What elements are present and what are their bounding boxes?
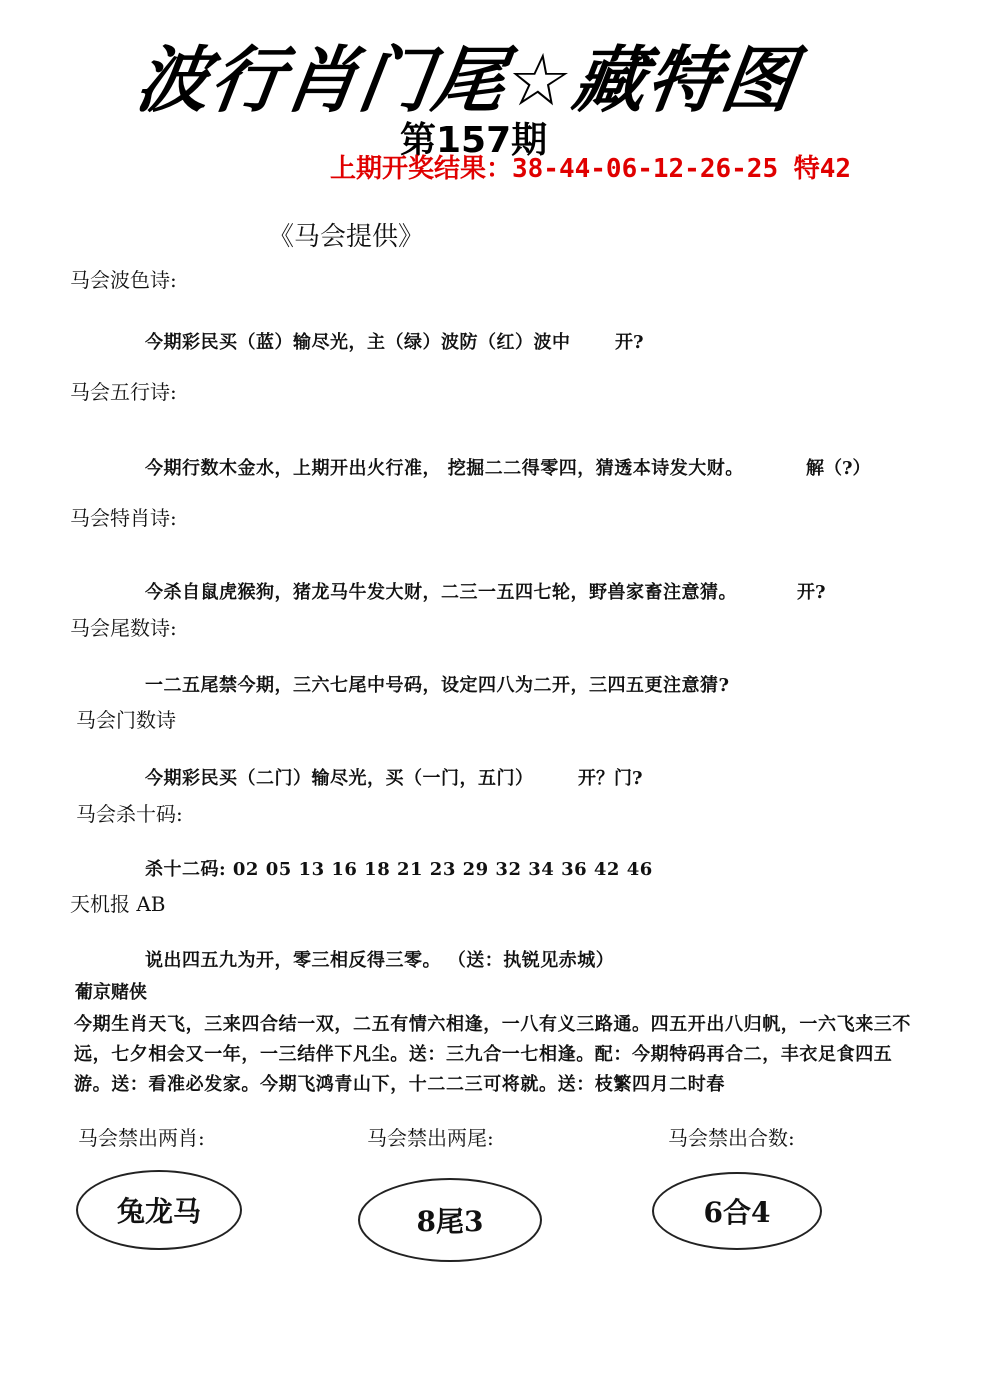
ban-zodiac-ellipse	[76, 1170, 242, 1250]
section-text-five-elements: 今期行数木金水，上期开出火行准， 挖掘二二得零四，猜透本诗发大财。	[145, 458, 744, 479]
section-hint-wave-color: 开?	[615, 332, 644, 353]
page-title: 波行肖门尾☆藏特图	[131, 38, 802, 122]
section-hint-five-elements: 解（?）	[806, 458, 871, 479]
poker-title: 葡京赌侠	[75, 982, 147, 1003]
section-heading-door-number: 马会门数诗	[76, 708, 176, 732]
ban-sum-label: 马会禁出合数:	[668, 1126, 795, 1150]
ban-sum-value: 6合4	[703, 1196, 771, 1229]
section-text-kill-numbers: 杀十二码: 02 05 13 16 18 21 23 29 32 34 36 42 46	[145, 859, 653, 880]
issue-number: 第157期	[400, 120, 548, 161]
ban-zodiac-label: 马会禁出两肖:	[78, 1126, 205, 1150]
ban-tail-label: 马会禁出两尾:	[367, 1126, 494, 1150]
poker-text: 今期生肖天飞，三来四合结一双，二五有情六相逢，一八有义三路通。四五开出八归帆，一六飞来三不远，七夕相会又一年，一三结伴下凡尘。送：三九合一七相逢。配：今期特码再合二，丰衣足食四五游。送：看准必发家。今期飞鸿青山下，十二二三可将就。送：枝繁四月二时春	[74, 1014, 911, 1095]
section-text-tianji: 说出四五九为开，零三相反得三零。 （送：执锐见赤城）	[145, 950, 615, 971]
section-text-wave-color: 今期彩民买（蓝）输尽光，主（绿）波防（红）波中	[145, 332, 571, 353]
section-heading-five-elements: 马会五行诗:	[70, 380, 177, 404]
ban-sum-ellipse	[652, 1172, 822, 1250]
provider-label: 《马会提供》	[268, 222, 425, 252]
section-text-tail-number: 一二五尾禁今期，三六七尾中号码，设定四八为二开，三四五更注意猜?	[145, 675, 730, 696]
section-text-door-number: 今期彩民买（二门）输尽光，买（一门，五门）	[145, 768, 534, 789]
section-heading-wave-color: 马会波色诗:	[70, 268, 177, 292]
section-heading-kill-numbers: 马会杀十码:	[76, 802, 183, 826]
section-hint-door-number: 开？门?	[578, 768, 643, 789]
section-heading-tianji: 天机报 AB	[70, 892, 166, 916]
ban-zodiac-value: 兔龙马	[116, 1195, 201, 1228]
section-text-zodiac: 今杀自鼠虎猴狗，猪龙马牛发大财，二三一五四七轮，野兽家畜注意猜。	[145, 582, 737, 603]
ban-tail-value: 8尾3	[416, 1205, 484, 1238]
ban-tail-ellipse	[358, 1178, 542, 1262]
section-heading-tail-number: 马会尾数诗:	[70, 616, 177, 640]
last-draw-result: 上期开奖结果：38-44-06-12-26-25 特42	[330, 154, 852, 184]
section-hint-zodiac: 开?	[797, 582, 826, 603]
section-heading-zodiac: 马会特肖诗:	[70, 506, 177, 530]
